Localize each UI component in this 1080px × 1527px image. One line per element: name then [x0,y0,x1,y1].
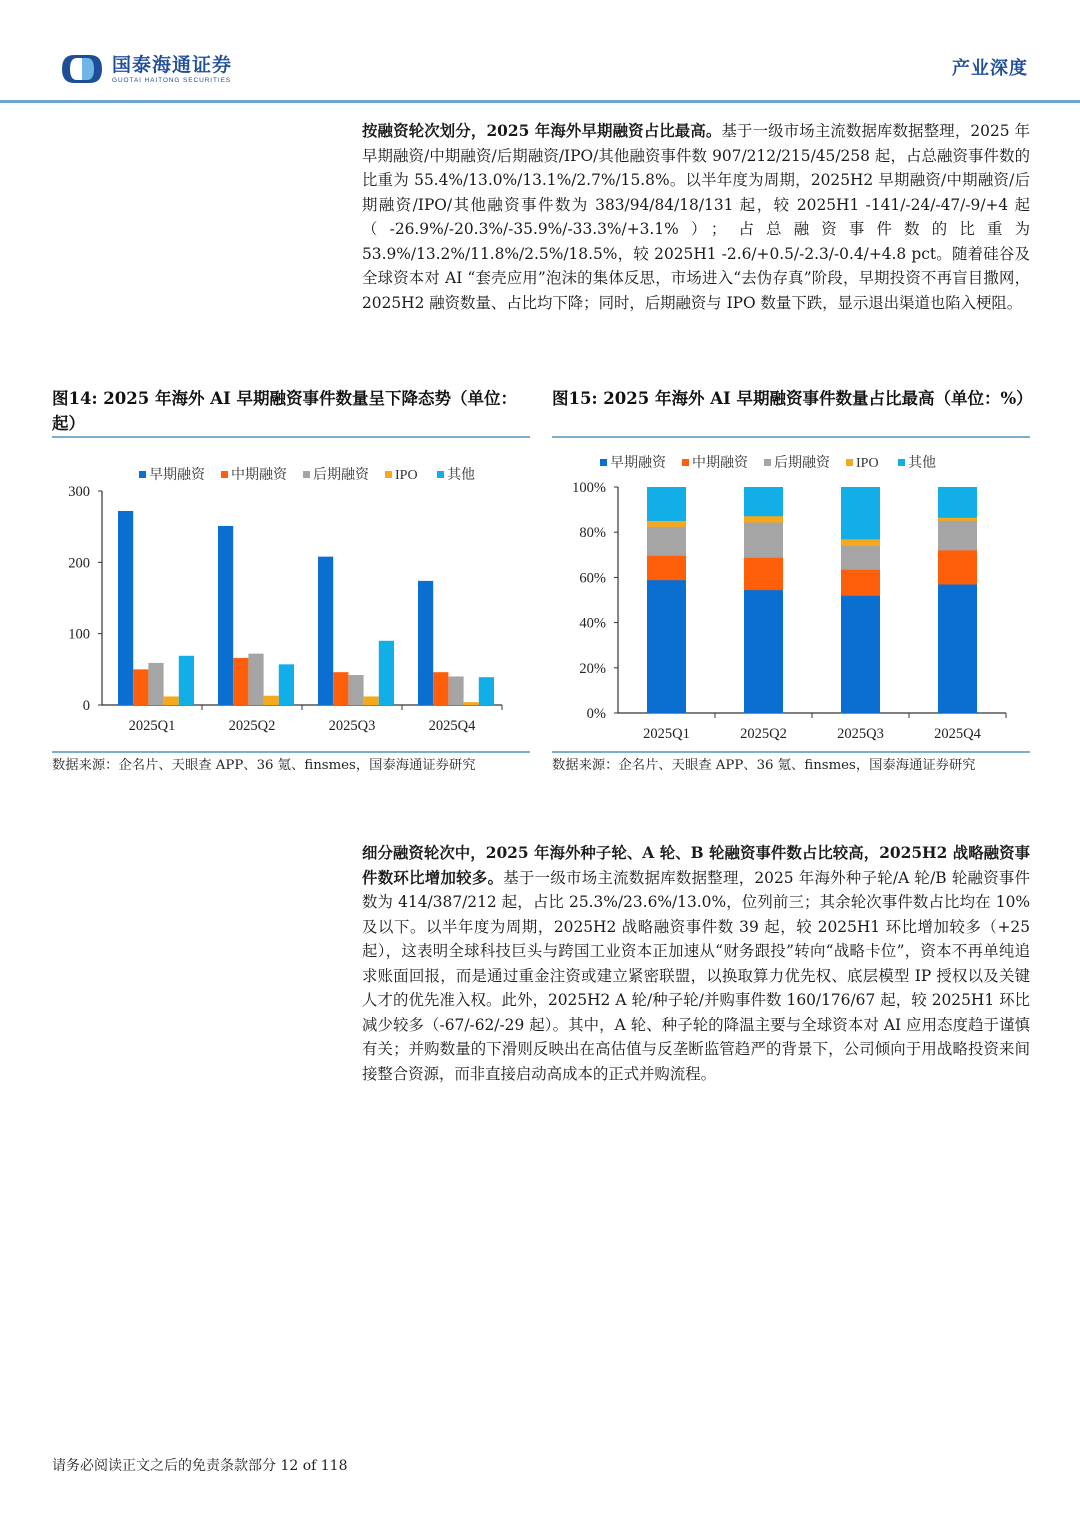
stacked-bar-2025Q4 [938,487,977,713]
company-logo [60,54,232,84]
y-tick-label: 80% [579,525,606,542]
legend-label: 中期融资 [231,468,287,483]
body-paragraph-1 [362,119,1030,315]
legend-swatch-icon [385,471,392,478]
report-type-tag: 产业深度 [952,58,1028,79]
page-footer: 请务必阅读正文之后的免责条款部分 12 of 118 [52,1458,348,1474]
legend-swatch-icon [600,459,607,466]
bar [364,696,379,705]
figure-14-source: 数据来源：企名片、天眼查 APP、36 氪、finsmes，国泰海通证券研究 [52,758,476,773]
x-tick-label: 2025Q4 [934,726,981,742]
legend-item [303,467,370,483]
bar-segment [938,487,977,518]
legend-item [764,455,831,471]
legend-label: 其他 [908,456,936,471]
header-divider [0,100,1080,103]
legend-item [846,456,879,471]
legend-item [600,455,667,471]
bar [318,557,333,705]
figure-14-bottom-divider [52,751,530,753]
figure-14-chart [52,455,530,745]
logo-mark-icon [60,54,104,84]
bar-segment [938,520,977,550]
bar-group-2025Q3 [318,557,394,705]
bar-segment [647,521,686,527]
bar-segment [938,550,977,584]
x-tick-label: 2025Q4 [428,718,476,734]
x-tick-label: 2025Q2 [740,726,787,742]
legend-label: IPO [395,468,418,483]
bar [264,696,279,705]
x-tick-label: 2025Q1 [128,718,176,734]
bar-segment [744,590,783,713]
stacked-bar-2025Q3 [841,487,880,713]
bar [448,676,463,705]
legend-swatch-icon [303,471,310,478]
legend-swatch-icon [898,459,905,466]
bar-segment [841,546,880,570]
legend-label: 早期融资 [610,456,666,471]
paragraph-2-lead: 细分融资轮次中，2025 年海外种子轮、A 轮、B 轮融资事件数占比较高，2025H2 战略融资事件数环比增加较多。 [362,844,1030,887]
logo-chinese-name: 国泰海通证券 [112,53,233,76]
legend-label: 早期融资 [149,468,205,483]
figure-15-source: 数据来源：企名片、天眼查 APP、36 氪、finsmes，国泰海通证券研究 [552,758,976,773]
y-tick-label: 0 [82,698,90,714]
bar-segment [647,555,686,580]
figure-14-title: 图14: 2025 年海外 AI 早期融资事件数量呈下降态势（单位：起） [52,389,517,433]
bar [464,702,479,705]
bar [164,696,179,705]
bar [348,675,363,705]
legend-label: IPO [856,456,879,471]
y-tick-label: 0% [586,706,606,722]
y-tick-label: 60% [579,570,606,587]
bar [418,581,433,705]
bar [133,669,148,705]
stacked-bar-2025Q2 [744,487,783,713]
legend-item [437,467,475,483]
legend-swatch-icon [846,459,853,466]
legend-swatch-icon [764,459,771,466]
legend-item [139,467,206,483]
figure-15-bottom-divider [552,751,1030,753]
legend-label: 后期融资 [313,468,369,483]
y-tick-label: 40% [579,615,606,632]
bar-segment [744,516,783,523]
bar [279,664,294,705]
bar-segment [647,487,686,521]
figure-15-title: 图15: 2025 年海外 AI 早期融资事件数量占比最高（单位：%） [552,389,1033,408]
figure-15-divider [552,436,1030,438]
bar-segment [744,487,783,516]
bar [248,654,263,705]
y-tick-label: 100% [572,480,606,496]
bar [433,672,448,705]
bar [233,658,248,705]
stacked-bar-2025Q1 [647,487,686,713]
bar-segment [938,584,977,713]
figure-15-legend [600,454,936,471]
legend-swatch-icon [682,459,689,466]
bar-segment [841,569,880,595]
bar-group-2025Q1 [118,511,194,705]
x-tick-label: 2025Q1 [643,726,690,742]
bar [148,663,163,705]
bar-segment [647,580,686,713]
bar [379,641,394,705]
legend-item [385,468,418,483]
bar-segment [744,558,783,591]
bar-segment [647,527,686,556]
figure-14-legend [139,466,475,483]
legend-item [682,454,749,471]
figure-14-divider [52,436,530,438]
paragraph-1-text: 基于一级市场主流数据库数据整理，2025 年早期融资/中期融资/后期融资/IPO/其他融资事件数 907/212/215/45/258 起，占总融资事件数的比重为 55.4%/13.0%/13.1%/2.7%/15.8%。以半年度为周期，2025H2 早期融资/中期融资/后期融资/IPO/其他融资事件数为 383/94/84/18/131 起，较 2025H1 -141/-24/-47/-9/+4 起（-26.9%/-20.3%/-35.9%/-33.3%/+3.1%）；占总融资事件数的比重为 53.9%/13.2%/11.8%/2.5%/18.5%，较 2025H1 -2.6/+0.5/-2.3/-0.4/+4.8 pct。随着硅谷及全球资本对 AI “套壳应用”泡沫的集体反思，市场进入“去伪存真”阶段，早期投资不再盲目撒网，2025H2 融资数量、占比均下降；同时，后期融资与 IPO 数量下跌，显示退出渠道也陷入梗阻。 [362,122,1030,312]
logo-english-name: GUOTAI HAITONG SECURITIES [112,76,232,84]
bar [218,526,233,705]
paragraph-1-lead: 按融资轮次划分，2025 年海外早期融资占比最高。 [362,122,722,140]
paragraph-2-text: 基于一级市场主流数据库数据整理，2025 年海外种子轮/A 轮/B 轮融资事件数为 414/387/212 起，占比 25.3%/23.6%/13.0%，位列前三；其余轮次事件数占比均在 10%及以下。以半年度为周期，2025H2 战略融资事件数 39 起，较 2025H1 环比增加较多（+25 起），这表明全球科技巨头与跨国工业资本正加速从“财务跟投”转向“战略卡位”，资本不再单纯追求账面回报，而是通过重金注资或建立紧密联盟，以换取算力优先权、底层模型 IP 授权以及关键人才的优先准入权。此外，2025H2 A 轮/种子轮/并购事件数 160/176/67 起，较 2025H1 环比减少较多（-67/-62/-29 起）。其中，A 轮、种子轮的降温主要与全球资本对 AI 应用态度趋于谨慎有关；并购数量的下滑则反映出在高估值与反垄断监管趋严的背景下，公司倾向于用战略投资来间接整合资源，而非直接启动高成本的正式并购流程。 [362,868,1030,1083]
legend-swatch-icon [139,471,146,478]
x-tick-label: 2025Q3 [328,718,376,734]
legend-label: 后期融资 [774,456,830,471]
y-tick-label: 100 [68,626,90,643]
figure-15-chart [552,445,1030,745]
bar [333,672,348,705]
page-header [0,0,1080,104]
bar [179,656,194,705]
y-tick-label: 300 [68,484,90,500]
legend-swatch-icon [437,471,444,478]
legend-swatch-icon [221,471,228,478]
legend-label: 中期融资 [692,456,748,471]
y-tick-label: 200 [68,555,90,572]
bar-group-2025Q4 [418,581,494,705]
bar [479,677,494,705]
legend-item [898,455,936,471]
body-paragraph-2 [362,841,1030,1086]
bar-segment [744,522,783,558]
x-tick-label: 2025Q2 [228,718,276,734]
bar-segment [841,539,880,546]
bar-group-2025Q2 [218,526,294,705]
legend-label: 其他 [447,468,475,483]
y-tick-label: 20% [579,660,606,677]
bar [118,511,133,705]
x-tick-label: 2025Q3 [837,726,884,742]
bar-segment [841,595,880,713]
legend-item [221,466,288,483]
bar-segment [841,487,880,539]
bar-segment [938,518,977,521]
